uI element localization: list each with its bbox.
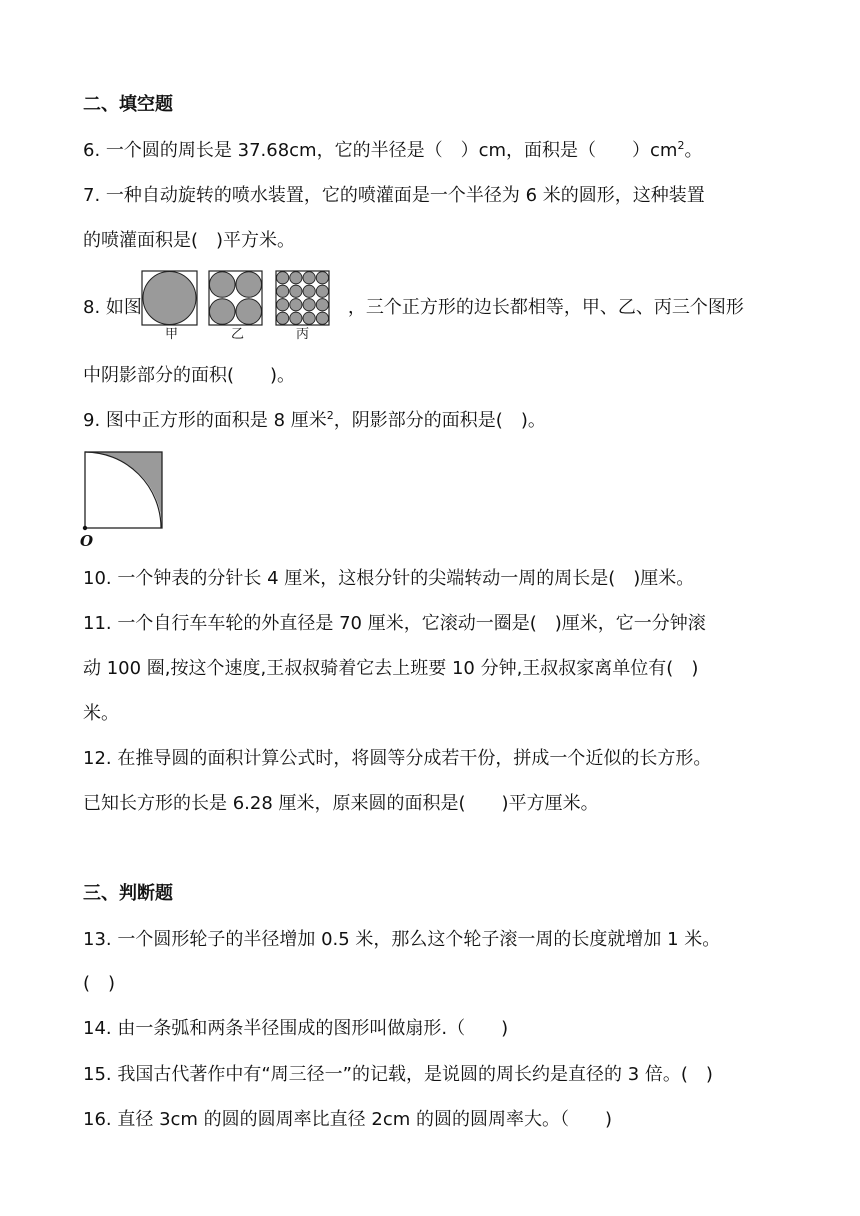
small-circle — [303, 272, 315, 284]
question-13-line-2: ( ) — [83, 973, 116, 994]
question-8-line-2: 中阴影部分的面积( )。 — [83, 365, 296, 386]
small-circle — [290, 285, 302, 297]
small-circle — [290, 299, 302, 311]
question-10: 10. 一个钟表的分针长 4 厘米，这根分针的尖端转动一周的周长是( )厘米。 — [83, 568, 695, 589]
question-16: 16. 直径 3cm 的圆的圆周率比直径 2cm 的圆的圆周率大。（ ) — [83, 1109, 613, 1130]
label-jia: 甲 — [165, 327, 179, 342]
question-14: 14. 由一条弧和两条半径围成的图形叫做扇形.（ ) — [83, 1018, 509, 1039]
square-yi — [209, 271, 262, 325]
question-12-line-2: 已知长方形的长是 6.28 厘米，原来圆的面积是( )平方厘米。 — [83, 793, 599, 814]
question-11-line-3: 米。 — [83, 703, 119, 724]
small-circle — [290, 312, 302, 324]
label-yi: 乙 — [231, 327, 245, 342]
small-circle — [316, 285, 328, 297]
question-8-suffix: ，三个正方形的边长都相等，甲、乙、丙三个图形 — [347, 297, 744, 318]
small-circle — [316, 299, 328, 311]
small-circle — [277, 285, 289, 297]
question-7-line-1: 7. 一种自动旋转的喷水装置，它的喷灌面是一个半径为 6 米的圆形，这种装置 — [83, 185, 705, 206]
question-6-text: 6. 一个圆的周长是 37.68cm，它的半径是（ ）cm，面积是（ ）cm — [83, 140, 678, 161]
question-7-line-2: 的喷灌面积是( )平方米。 — [83, 230, 296, 251]
question-11-line-1: 11. 一个自行车车轮的外直径是 70 厘米，它滚动一圈是( )厘米，它一分钟滚 — [83, 613, 706, 634]
small-circle — [316, 272, 328, 284]
question-8-prefix: 8. 如图 — [83, 297, 142, 318]
question-6-superscript: 2 — [677, 139, 685, 152]
square-jia — [142, 271, 197, 325]
label-bing: 丙 — [296, 327, 310, 342]
square-bing — [276, 271, 329, 325]
small-circle — [277, 299, 289, 311]
small-circle — [316, 312, 328, 324]
origin-point — [83, 526, 87, 530]
question-6 — [83, 139, 702, 163]
question-9-suffix: ，阴影部分的面积是( )。 — [333, 410, 546, 431]
small-circle — [303, 312, 315, 324]
question-15: 15. 我国古代著作中有“周三径一”的记载，是说圆的周长约是直径的 3 倍。( ) — [83, 1064, 713, 1085]
question-9-text: 9. 图中正方形的面积是 8 厘米 — [83, 410, 327, 431]
question-9 — [83, 409, 546, 433]
question-9-superscript: 2 — [326, 409, 334, 422]
question-12-line-1: 12. 在推导圆的面积计算公式时，将圆等分成若干份，拼成一个近似的长方形。 — [83, 748, 712, 769]
question-13-line-1: 13. 一个圆形轮子的半径增加 0.5 米，那么这个轮子滚一周的长度就增加 1 米。 — [83, 929, 721, 950]
section-heading-true-false: 三、判断题 — [83, 883, 173, 904]
small-circle — [277, 312, 289, 324]
question-6-suffix: 。 — [684, 140, 703, 161]
three-squares-figure — [140, 270, 340, 342]
small-circle — [277, 272, 289, 284]
origin-label: O — [80, 532, 94, 550]
small-circle — [303, 285, 315, 297]
question-11-line-2: 动 100 圈,按这个速度,王叔叔骑着它去上班要 10 分钟,王叔叔家离单位有( ) — [83, 658, 699, 679]
small-circle — [303, 299, 315, 311]
small-circle — [290, 272, 302, 284]
section-heading-fill-in: 二、填空题 — [83, 94, 173, 115]
quarter-circle-figure — [76, 446, 172, 550]
